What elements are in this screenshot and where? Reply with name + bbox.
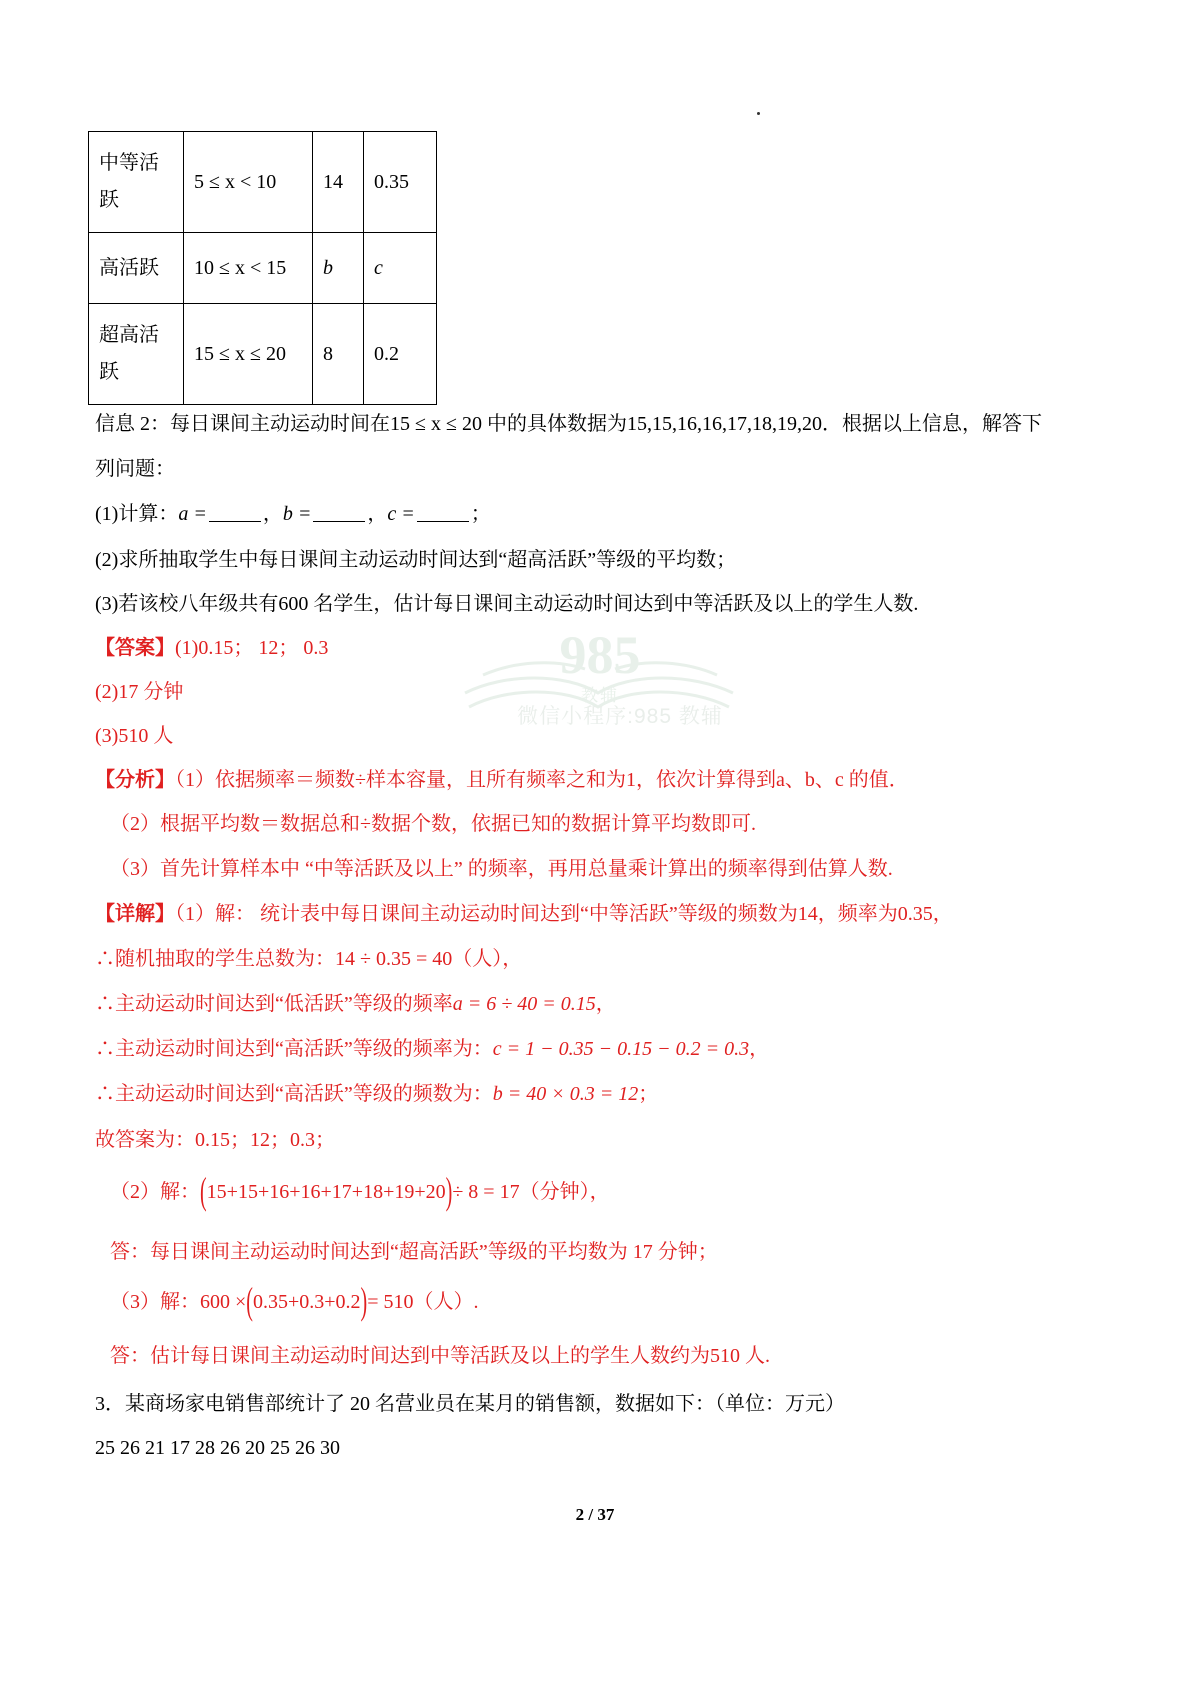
left-paren: ( [200,1171,207,1213]
question-3: (3)若该校八年级共有600 名学生，估计每日课间主动运动时间达到中等活跃及以上的学生人数. [95,593,919,615]
table-cell-frequency: 8 [313,304,364,405]
analysis-line-1: （1）依据频率＝频数÷样本容量，且所有频率之和为1，依次计算得到a、b、c 的值． [175,769,909,791]
detail-line-7 [110,1171,610,1213]
detail-label: 【详解】 [95,903,175,925]
answer-blank-a[interactable] [209,501,261,522]
table-cell-range: 10 ≤ x < 15 [184,233,313,304]
detail-line-9-prefix: （3）解：600 × [110,1291,247,1313]
right-paren: ) [445,1171,453,1213]
detail-line-7-unit: （分钟）， [519,1181,610,1203]
table-cell-label: 超高活跃 [99,324,159,383]
detail-line-8: 答：每日课间主动运动时间达到“超高活跃”等级的平均数为 17 分钟； [110,1241,718,1263]
answer-blank-b[interactable] [313,501,365,522]
question-1-prefix: (1)计算： [95,503,179,525]
answer-2: (2)17 分钟 [95,681,184,703]
svg-text:985: 985 [559,625,641,685]
detail-line-7-post: ÷ 8 = 17 [452,1181,520,1203]
table-cell-rate: 0.2 [364,304,437,405]
watermark-caption: 微信小程序:985 教辅 [517,705,723,728]
question-1 [95,500,491,528]
info2-line-1: 信息 2：每日课间主动运动时间在15 ≤ x ≤ 20 中的具体数据为15,15,16,16,17,18,19,20．根据以上信息，解答下 [95,413,1042,435]
detail-line-7-expression: 15+15+16+16+17+18+19+20 [206,1181,446,1203]
detail-block [95,900,953,928]
table-row [89,304,437,405]
question-1-suffix: ； [470,503,491,525]
page-footer: 2 / 37 [575,1505,615,1524]
table-row [89,233,437,304]
detail-line-5 [95,1080,658,1108]
comma-2: ， [367,503,388,525]
table-cell-rate: 0.35 [364,132,437,233]
analysis-line-2: （2）根据平均数＝数据总和÷数据个数，依据已知的数据计算平均数即可. [110,813,756,835]
analysis-line-3: （3）首先计算样本中 “中等活跃及以上” 的频率，再用总量乘计算出的频率得到估算人数. [110,858,893,880]
answer-3: (3)510 人 [95,725,174,747]
left-paren-2: ( [246,1281,253,1323]
table-cell-range: 5 ≤ x < 10 [184,132,313,233]
detail-line-3-math: a = 6 ÷ 40 = 0.15 [452,993,596,1015]
comma-1: ， [262,503,283,525]
info2-line-2: 列问题： [95,458,175,480]
detail-line-5-math: b = 40 × 0.3 = 12 [492,1083,639,1105]
frequency-table [88,131,437,405]
next-question-line-2: 25 26 21 17 28 26 20 25 26 30 [95,1437,340,1459]
detail-line-10: 答：估计每日课间主动运动时间达到中等活跃及以上的学生人数约为510 人. [110,1345,770,1367]
question-2: (2)求所抽取学生中每日课间主动运动时间达到“超高活跃”等级的平均数； [95,549,737,571]
detail-line-4-post: ， [749,1038,770,1060]
detail-line-2: ∴随机抽取的学生总数为：14 ÷ 0.35 = 40（人）， [95,948,523,970]
detail-line-1: （1）解： 统计表中每日课间主动运动时间达到“中等活跃”等级的频数为14，频率为0.35， [175,903,953,925]
question-1-a-label: a = [178,503,207,525]
right-paren-2: ) [360,1281,368,1323]
detail-line-4-math: c = 1 − 0.35 − 0.15 − 0.2 = 0.3 [492,1038,750,1060]
detail-line-5-post: ； [638,1083,659,1105]
detail-line-3-text: ∴主动运动时间达到“低活跃”等级的频率 [95,993,453,1015]
next-question-line-1: 3．某商场家电销售部统计了 20 名营业员在某月的销售额，数据如下：（单位：万元） [95,1393,845,1415]
question-1-c-label: c = [387,503,415,525]
analysis-label: 【分析】 [95,769,175,791]
svg-text:教辅: 教辅 [581,686,619,705]
detail-line-9 [110,1281,479,1323]
detail-line-9-expression: 0.35+0.3+0.2 [252,1291,361,1313]
table-cell-frequency: 14 [313,132,364,233]
detail-line-5-text: ∴主动运动时间达到“高活跃”等级的频数为： [95,1083,493,1105]
detail-line-9-unit: （人）. [413,1291,479,1313]
detail-line-4 [95,1035,769,1063]
table-cell-range: 15 ≤ x ≤ 20 [184,304,313,405]
detail-line-6: 故答案为：0.15；12；0.3； [95,1129,335,1151]
detail-line-4-text: ∴主动运动时间达到“高活跃”等级的频率为： [95,1038,493,1060]
answer-blank-c[interactable] [417,501,469,522]
watermark-logo [455,615,745,745]
detail-line-7-prefix: （2）解： [110,1181,200,1203]
table-cell-label: 高活跃 [89,233,184,304]
detail-line-3 [95,990,616,1018]
table-row [89,132,437,233]
table-cell-frequency: b [313,233,364,304]
answer-1: (1)0.15； 12； 0.3 [175,637,329,659]
answer-block [95,634,328,662]
analysis-block [95,766,909,794]
answer-label: 【答案】 [95,637,175,659]
detail-line-9-post: = 510 [367,1291,414,1313]
page-dot-mark [757,112,760,115]
detail-line-3-post: ， [595,993,616,1015]
table-cell-rate: c [364,233,437,304]
table-cell-label: 中等活跃 [99,152,159,211]
question-1-b-label: b = [282,503,312,525]
